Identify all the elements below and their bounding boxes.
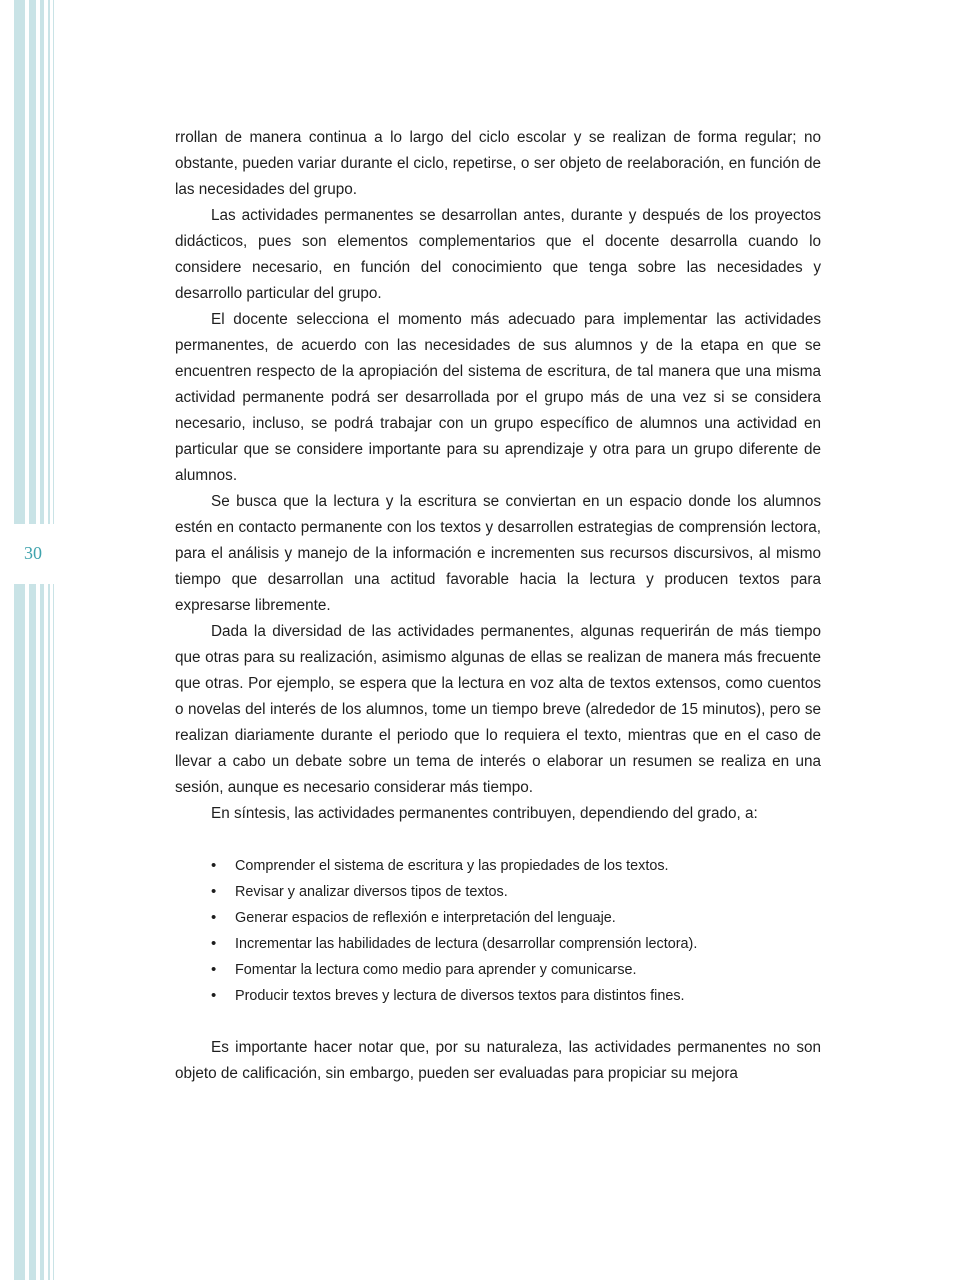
list-item-text: Fomentar la lectura como medio para aprender y comunicarse. — [235, 962, 637, 978]
list-item — [175, 957, 821, 983]
margin-stripe — [29, 0, 36, 1280]
bullet-icon: • — [211, 961, 217, 978]
paragraph: En síntesis, las actividades permanentes contribuyen, dependiendo del grado, a: — [211, 805, 758, 822]
page-number: 30 — [24, 543, 42, 563]
bullet-icon: • — [211, 857, 217, 874]
page-body — [175, 125, 821, 1087]
list-item-text: Incrementar las habilidades de lectura (desarrollar comprensión lectora). — [235, 936, 698, 952]
list-item — [175, 931, 821, 957]
bullet-icon: • — [211, 935, 217, 952]
margin-stripe — [53, 0, 54, 1280]
paragraph: Se busca que la lectura y la escritura se conviertan en un espacio donde los alumnos estén en contacto permanente con los textos y desarrollen estrategias de comprensión lectora, para el análisis y manejo de la información e incrementen sus recursos discursivos, al mismo tiempo que desarrollan una actitud favorable hacia la lectura y producen textos para expresarse libremente. — [175, 493, 821, 614]
bullet-icon: • — [211, 883, 217, 900]
list-item-text: Comprender el sistema de escritura y las propiedades de los textos. — [235, 858, 669, 874]
list-item — [175, 983, 821, 1009]
bullet-icon: • — [211, 987, 217, 1004]
list-item — [175, 905, 821, 931]
bullet-list — [175, 853, 821, 1009]
bullet-icon: • — [211, 909, 217, 926]
paragraph: El docente selecciona el momento más adecuado para implementar las actividades permanentes, de acuerdo con las necesidades de sus alumnos y de la etapa en que se encuentren respecto de la apropiación del sistema de escritura, de tal manera que una misma actividad permanente podrá ser desarrollada por el grupo más de una vez si se considera necesario, incluso, se podrá trabajar con un grupo específico de alumnos una actividad en particular que se considere importante para su aprendizaje y otra para un grupo diferente de alumnos. — [175, 311, 821, 484]
paragraph: Es importante hacer notar que, por su naturaleza, las actividades permanentes no son objeto de calificación, sin embargo, pueden ser evaluadas para propiciar su mejora — [175, 1039, 821, 1082]
list-item — [175, 853, 821, 879]
paragraph: Las actividades permanentes se desarrollan antes, durante y después de los proyectos didácticos, pues son elementos complementarios que el docente desarrolla cuando lo considere necesario, en función del conocimiento que tenga sobre las necesidades y desarrollo particular del grupo. — [175, 207, 821, 302]
margin-stripe — [40, 0, 44, 1280]
margin-stripe — [48, 0, 50, 1280]
paragraph: Dada la diversidad de las actividades permanentes, algunas requerirán de más tiempo que otras para su realización, asimismo algunas de ellas se realizan de manera más frecuente que otras. Por ejemplo, se espera que la lectura en voz alta de textos extensos, como cuentos o novelas del interés de los alumnos, tome un tiempo breve (alrededor de 15 minutos), pero se realizan diariamente durante el periodo que lo requiera el texto, mientras que en el caso de llevar a cabo un debate sobre un tema de interés o elaborar un resumen se realiza en una sesión, aunque es necesario considerar más tiempo. — [175, 623, 821, 796]
list-item — [175, 879, 821, 905]
margin-stripe — [14, 0, 25, 1280]
list-item-text: Revisar y analizar diversos tipos de textos. — [235, 884, 508, 900]
list-item-text: Producir textos breves y lectura de diversos textos para distintos fines. — [235, 988, 685, 1004]
paragraph: rrollan de manera continua a lo largo del ciclo escolar y se realizan de forma regular; no obstante, pueden variar durante el ciclo, repetirse, o ser objeto de reelaboración, en función de las necesidades del grupo. — [175, 129, 821, 198]
margin-decoration — [0, 0, 70, 1280]
list-item-text: Generar espacios de reflexión e interpretación del lenguaje. — [235, 910, 616, 926]
